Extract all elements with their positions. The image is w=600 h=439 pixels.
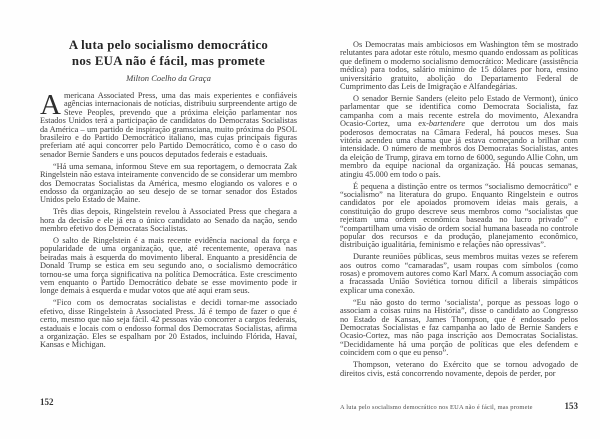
paragraph: “Eu não gosto do termo ‘socialista’, porque as pessoas logo o associam a coisas ruins na História”, disse o candidato ao Congresso no Estado de Kansas, James Thompson, que é endossado pelos Democratas Socialistas e faz campanha ao lado de Bernie Sanders e Ocasio-Cortez, mas não paga inscrição aos Democratas Socialistas. “Decididamente há uma porção de políticas que eles defendem e coincidem com o que eu penso”.	[340, 297, 578, 358]
paragraph: Os Democratas mais ambiciosos em Washington têm se mostrado relutantes para adotar este rótulo, mesmo quando endossam as políticas que definem o moderno socialismo democrático: Medicare (assistência médica) para todos, salário mínimo de 15 dólares por hora, ensino universitário gratuito, abolição do Departamento Federal de Cumprimento das Leis de Imigração e Alfandegárias.	[340, 40, 578, 92]
paragraph: “Fico com os democratas socialistas e decidi tornar-me associado efetivo, disse Ringelstein à Associated Press. Já é tempo de fazer o que é certo, mesmo que não seja fácil. 42 pessoas vão concorrer a cargos federais, estaduais e locais com o endosso formal dos Democratas Socialistas, afirma a organização. Eles se espalham por 20 Estados, incluindo Flórida, Havaí, Kansas e Michigan.	[40, 298, 297, 350]
paragraph: Três dias depois, Ringelstein revelou à Associated Press que chegara a hora da decisão e ele já era o único candidato ao Senado da nação, sendo membro efetivo dos Democratas Socialistas.	[40, 207, 297, 234]
page-number-left: 152	[40, 397, 54, 407]
running-title: A luta pelo socialismo democrático nos EUA não é fácil, mas promete	[340, 404, 533, 411]
paragraph-text: O senador Bernie Sanders (eleito pelo Estado de Vermont), único parlamentar que se identifica como Democrata Socialista, faz campanha com a mais recente estrela do movimento, Alexandra Ocasio-Cortez, uma ex-	[340, 93, 578, 129]
paragraph: É pequena a distinção entre os termos “socialismo democrático” e “socialismo” na literatura do grupo. Enquanto Ringelstein e outros candidatos por ele apoiados promovem ideias mais gerais, a constituição do grupo descreve seus membros como “socialistas que rejeitam uma ordem econômica baseada no lucro privado” e “compartilham uma visão de ordem social humana baseada no controle popular dos recursos e da produção, planejamento econômico, distribuição igualitária, feminismo e relações não opressivas”.	[340, 181, 578, 250]
left-page-body	[40, 89, 297, 350]
page-number-right: 153	[564, 401, 578, 411]
paragraph-text: que derrotou um dos mais poderosos democratas na Câmara Federal, há poucos meses. Sua vitória acendeu uma chama que já estava começando a brilhar com intensidade. O número de membros dos Democratas Socialistas, antes da eleição de Trump, girava em torno de 6000, segundo Allie Cohn, um membro da equipe nacional da organização. Há poucas semanas, atingiu 45.000 em todo o país.	[340, 119, 578, 179]
paragraph-text: mericana Associated Press, uma das mais experientes e confiáveis agências internacionais de notícias, distribuiu surpreendente artigo de Steve Peoples, prevendo que a próxima eleição parlamentar nos Estados Unidos terá a participação de candidatos do Democratas Socialistas da América – um partido de inspiração gramsciana, muito próxima do PSOL brasileiro e do Partido Democrático italiano, mas cujas principais figuras preferiam até aqui concorrer pelo Partido Democrático, como é o caso do senador Bernie Sanders e uns poucos deputados federais e estaduais.	[40, 91, 297, 159]
paragraph	[40, 89, 297, 159]
paragraph: O salto de Ringelstein é a mais recente evidência nacional da força e popularidade de uma organização, que, até recentemente, operava nas beiradas mais à esquerda do movimento liberal. Enquanto a presidência de Donald Trump se estica em seu segundo ano, o socialismo democrático tornou-se uma força significativa na política Democrática. Este crescimento vem enquanto o Partido Democrático debate se esse movimento pode ir longe demais à esquerda e mudar votos que até aqui eram seus.	[40, 236, 297, 296]
right-page	[340, 0, 578, 439]
italic-term: bartendere	[428, 119, 466, 129]
left-page	[40, 0, 297, 439]
paragraph: Thompson, veterano do Exército que se tornou advogado de direitos civis, está concorrendo novamente, depois de perder, por	[340, 360, 578, 378]
drop-cap: A	[40, 89, 61, 121]
paragraph: “Há uma semana, informou Steve em sua reportagem, o democrata Zak Ringelstein não estava inteiramente convencido de se considerar um membro dos Democratas Socialistas da América, mesmo elogiando os valores e o endosso da organização ao seu desejo de se tornar senador dos Estados Unidos pelo Estado de Maine.	[40, 161, 297, 205]
right-page-footer	[340, 401, 578, 411]
paragraph	[340, 95, 578, 179]
chapter-title-line1: A luta pelo socialismo democrático	[68, 38, 269, 52]
chapter-title	[40, 38, 297, 69]
chapter-title-line2: nos EUA não é fácil, mas promete	[71, 53, 266, 68]
paragraph: Durante reuniões públicas, seus membros muitas vezes se referem aos outros como “camaradas”, usam roupas com símbolos (como rosas) e promovem autores como Karl Marx. A comum associação com a fracassada União Soviética tornou difícil a liberais simpáticos explicar uma conexão.	[340, 252, 578, 295]
right-page-body	[340, 41, 578, 378]
chapter-author: Milton Coelho da Graça	[126, 73, 211, 83]
